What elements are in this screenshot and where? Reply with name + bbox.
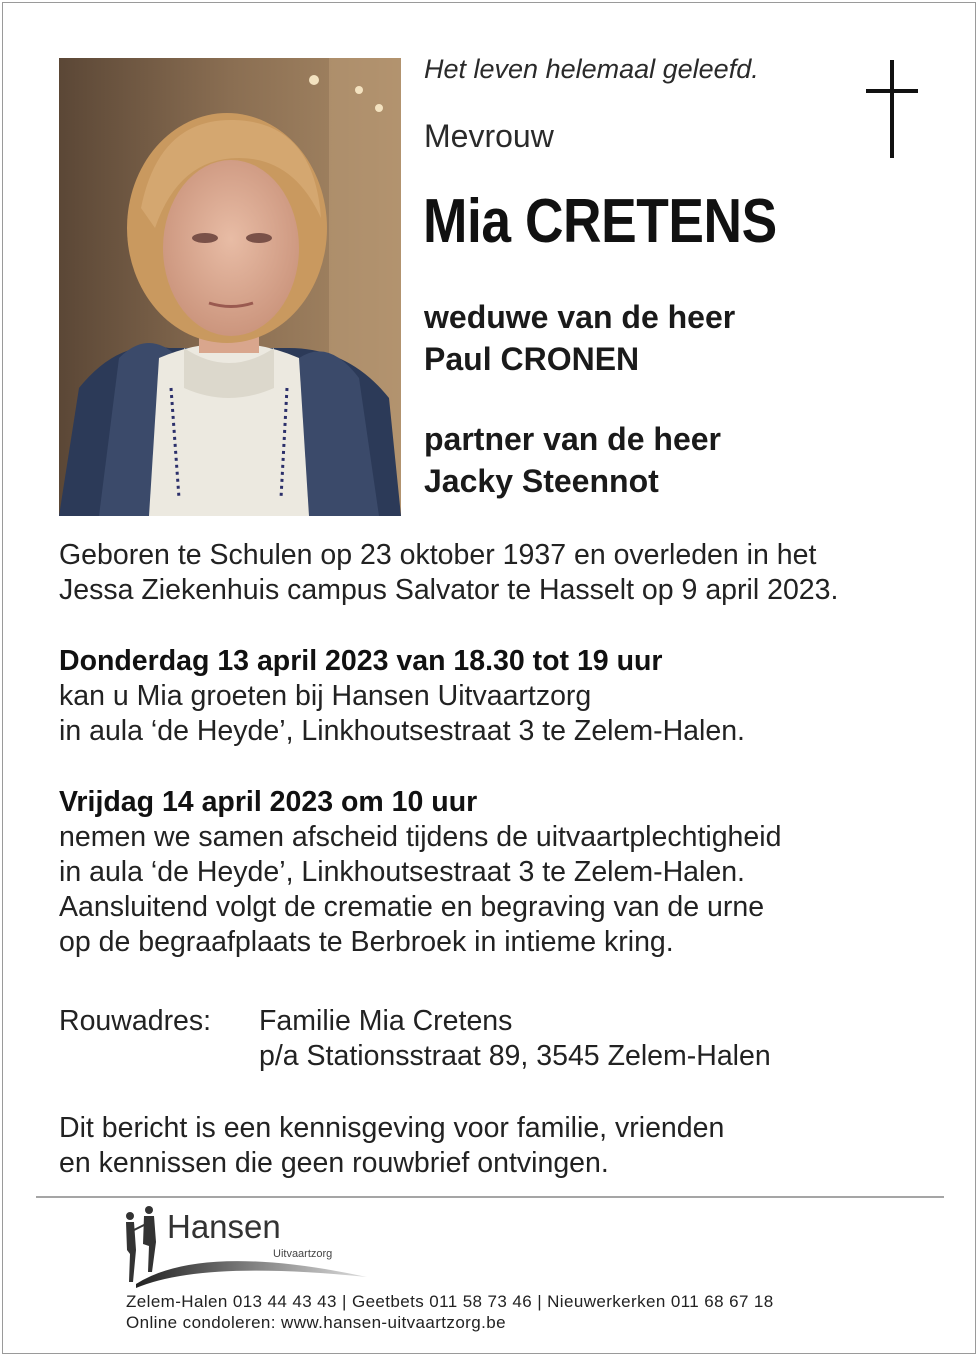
funeral-section (59, 785, 781, 960)
visitation-section (59, 644, 745, 749)
mourning-address (259, 1004, 771, 1074)
deceased-name: Mia CRETENS (423, 187, 777, 256)
notice-line1: Dit bericht is een kennisgeving voor familie, vrienden (59, 1112, 725, 1144)
relation-widow-line2: Paul CRONEN (424, 341, 640, 377)
birth-line2: Jessa Ziekenhuis campus Salvator te Hasselt op 9 april 2023. (59, 574, 839, 606)
birth-line1: Geboren te Schulen op 23 oktober 1937 en overleden in het (59, 539, 817, 571)
visitation-line2: in aula ‘de Heyde’, Linkhoutsestraat 3 te Zelem-Halen. (59, 715, 745, 747)
relation-partner-line2: Jacky Steennot (424, 463, 659, 499)
logo-name: Hansen (167, 1208, 281, 1245)
visitation-heading: Donderdag 13 april 2023 van 18.30 tot 19 uur (59, 645, 663, 677)
address-label: Rouwadres: (59, 1005, 212, 1037)
address-line1: Familie Mia Cretens (259, 1005, 513, 1037)
relation-partner-line1: partner van de heer (424, 421, 721, 457)
funeral-line3: Aansluitend volgt de crematie en begraving van de urne (59, 891, 765, 923)
footer-divider (36, 1196, 944, 1198)
motto: Het leven helemaal geleefd. (424, 54, 759, 84)
relation-widow (424, 296, 735, 380)
portrait-photo (59, 58, 401, 516)
funeral-heading: Vrijdag 14 april 2023 om 10 uur (59, 786, 478, 818)
logo-subtitle: Uitvaartzorg (273, 1248, 333, 1260)
funeral-line1: nemen we samen afscheid tijdens de uitvaartplechtigheid (59, 821, 782, 853)
cross-icon (862, 60, 926, 160)
funeral-line4: op de begraafplaats te Berbroek in intieme kring. (59, 926, 674, 958)
online-condolence-link[interactable]: Online condoleren: www.hansen-uitvaartzorg.be (126, 1313, 506, 1332)
contact-phones: Zelem-Halen 013 44 43 43 | Geetbets 011 58 73 46 | Nieuwerkerken 011 68 67 18 (126, 1292, 774, 1311)
visitation-line1: kan u Mia groeten bij Hansen Uitvaartzorg (59, 680, 592, 712)
relation-partner (424, 418, 721, 502)
relation-widow-line1: weduwe van de heer (424, 299, 736, 335)
notice-text (59, 1111, 724, 1181)
notice-line2: en kennissen die geen rouwbrief ontvingen. (59, 1147, 609, 1179)
birth-death-info (59, 538, 838, 608)
address-line2: p/a Stationsstraat 89, 3545 Zelem-Halen (259, 1040, 771, 1072)
title-prefix: Mevrouw (424, 118, 554, 154)
funeral-line2: in aula ‘de Heyde’, Linkhoutsestraat 3 te Zelem-Halen. (59, 856, 745, 888)
